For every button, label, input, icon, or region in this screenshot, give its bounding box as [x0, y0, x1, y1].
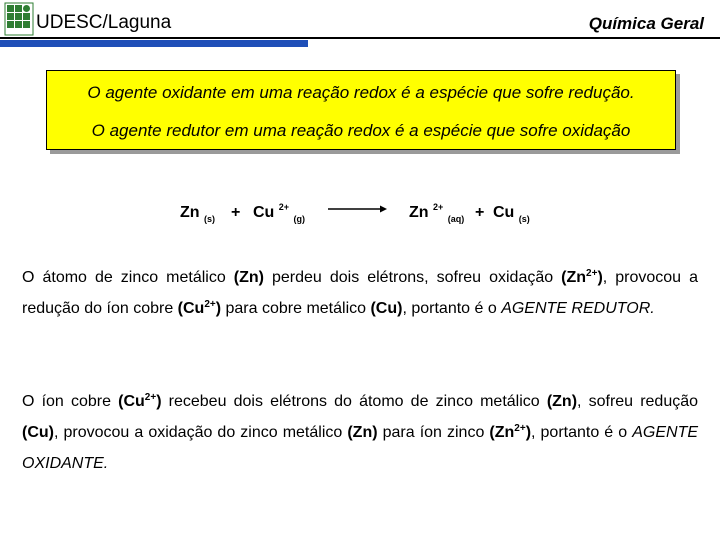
p2-bold-zn: (Zn) [546, 393, 578, 410]
p2-zn-ion-close: ) [525, 424, 532, 441]
course-title: Química Geral [588, 14, 704, 33]
p1-text-5: , portanto é o [402, 300, 502, 317]
p1-text-1: O átomo de zinco metálico [22, 269, 234, 286]
p2-cu-ion-charge: 2+ [144, 392, 157, 403]
p1-bold-cu: (Cu) [370, 300, 403, 317]
reactant-copper-charge: 2+ [278, 202, 290, 212]
p1-cu-ion-charge: 2+ [204, 299, 216, 310]
p1-text-3: , provocou a redução do íon cobre [22, 269, 698, 317]
reactant-zinc-state: (s) [204, 214, 215, 224]
p1-agent-label: AGENTE REDUTOR. [501, 300, 655, 317]
product-copper [493, 204, 530, 222]
product-copper-symbol: Cu [493, 204, 515, 221]
explanation-paragraph-oxidizing [22, 386, 698, 479]
p2-bold-zn-ion [489, 424, 531, 441]
product-copper-state: (s) [518, 214, 530, 224]
reactant-copper-ion [253, 204, 305, 222]
product-zinc-ion [409, 204, 464, 222]
explanation-paragraph-reducing [22, 262, 698, 324]
p2-cu-ion-symbol: (Cu [118, 393, 145, 410]
header-accent-bar [0, 40, 308, 47]
p2-cu-ion-close: ) [156, 393, 162, 410]
p2-zn-ion-symbol: (Zn [489, 424, 515, 441]
header-divider [0, 37, 720, 39]
p1-cu-ion-close: ) [215, 300, 222, 317]
p2-zn-ion-charge: 2+ [514, 423, 526, 434]
p2-text-6: , portanto é o [531, 424, 633, 441]
p2-bold-zn-2: (Zn) [347, 424, 378, 441]
plus-sign-2: + [475, 204, 485, 221]
reaction-arrow-icon [328, 202, 388, 216]
product-zinc-state: (aq) [447, 214, 465, 224]
reactant-zinc [180, 204, 215, 222]
udesc-logo-icon [4, 2, 34, 36]
p2-text-5: para íon zinco [377, 424, 490, 441]
reactant-copper-state: (g) [293, 214, 305, 224]
reducing-agent-definition: O agente redutor em uma reação redox é a espécie que sofre oxidação [91, 121, 631, 140]
p2-agent-label: AGENTE OXIDANTE. [22, 424, 699, 472]
p2-bold-cu: (Cu) [22, 424, 54, 441]
p2-text-3: , sofreu redução [577, 393, 699, 410]
p1-zn-ion-symbol: (Zn [561, 269, 587, 286]
p2-text-1: O íon cobre [22, 393, 119, 410]
p2-text-4: , provocou a oxidação do zinco metálico [53, 424, 348, 441]
p1-bold-zn: (Zn) [233, 269, 264, 286]
oxidizing-agent-definition: O agente oxidante em uma reação redox é a espécie que sofre redução. [87, 83, 635, 102]
product-zinc-charge: 2+ [433, 202, 444, 212]
p2-bold-cu-ion [118, 393, 161, 410]
chemical-equation [0, 196, 720, 236]
definitions-box [46, 70, 676, 150]
brand-name: UDESC/Laguna [36, 12, 172, 33]
p1-bold-zn-ion [561, 269, 603, 286]
reactant-copper-symbol: Cu [253, 204, 275, 221]
reactant-zinc-symbol: Zn [180, 204, 200, 221]
product-zinc-symbol: Zn [409, 204, 429, 221]
plus-sign-1: + [231, 204, 241, 221]
p1-cu-ion-symbol: (Cu [177, 300, 205, 317]
p1-text-4: para cobre metálico [221, 300, 371, 317]
p1-zn-ion-close: ) [597, 269, 603, 286]
p2-text-2: recebeu dois elétrons do átomo de zinco metálico [161, 393, 547, 410]
p1-zn-ion-charge: 2+ [586, 268, 598, 279]
p1-bold-cu-ion [178, 300, 221, 317]
p1-text-2: perdeu dois elétrons, sofreu oxidação [263, 269, 562, 286]
